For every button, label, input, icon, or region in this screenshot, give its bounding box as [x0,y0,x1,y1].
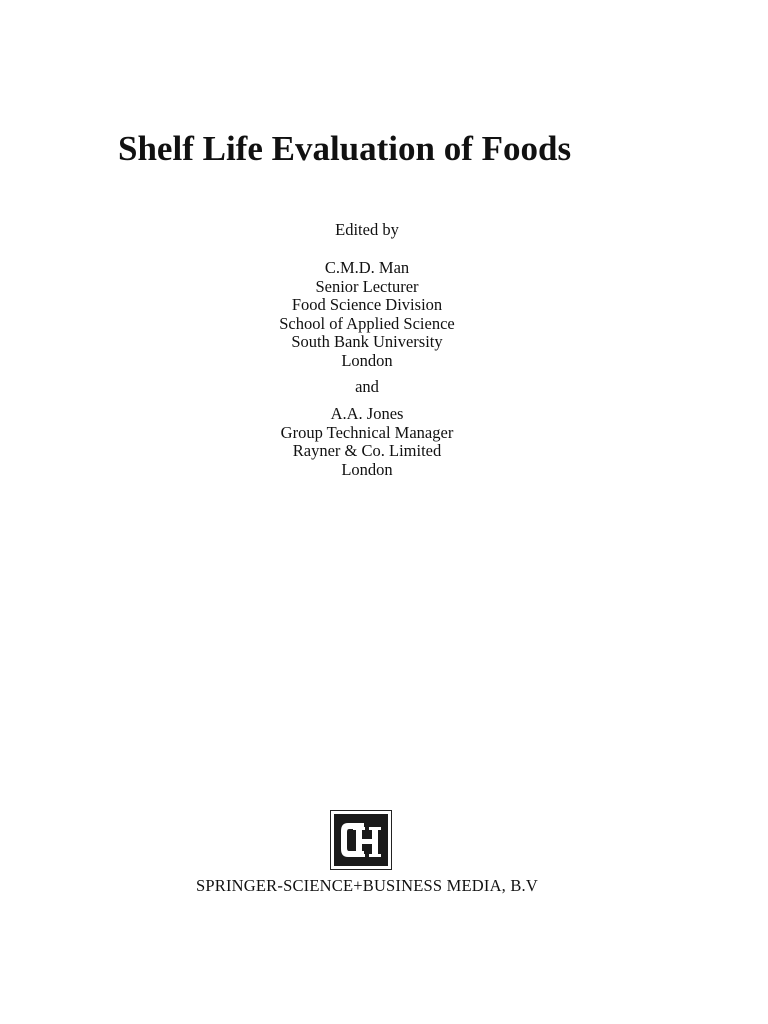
editor-1-division: Food Science Division [291,295,443,315]
edited-by-label: Edited by [335,220,399,239]
publisher-name: SPRINGER-SCIENCE+BUSINESS MEDIA, B.V [196,876,538,895]
book-title: Shelf Life Evaluation of Foods [118,129,572,168]
editor-2-block [0,405,734,479]
editor-1-city: London [341,350,393,370]
editor-1-position: Senior Lecturer [315,276,419,296]
publisher-ch-logo-icon [330,810,392,870]
editor-1-block [0,259,734,371]
editor-1-university: South Bank University [291,332,443,352]
editor-2-company: Rayner & Co. Limited [292,441,442,461]
editor-1-name: C.M.D. Man [324,258,410,277]
editor-1-school: School of Applied Science [279,313,455,333]
editor-2-name: A.A. Jones [330,404,404,423]
conjunction-and: and [355,377,379,396]
editor-2-city: London [341,459,393,479]
editor-2-position: Group Technical Manager [280,422,454,442]
